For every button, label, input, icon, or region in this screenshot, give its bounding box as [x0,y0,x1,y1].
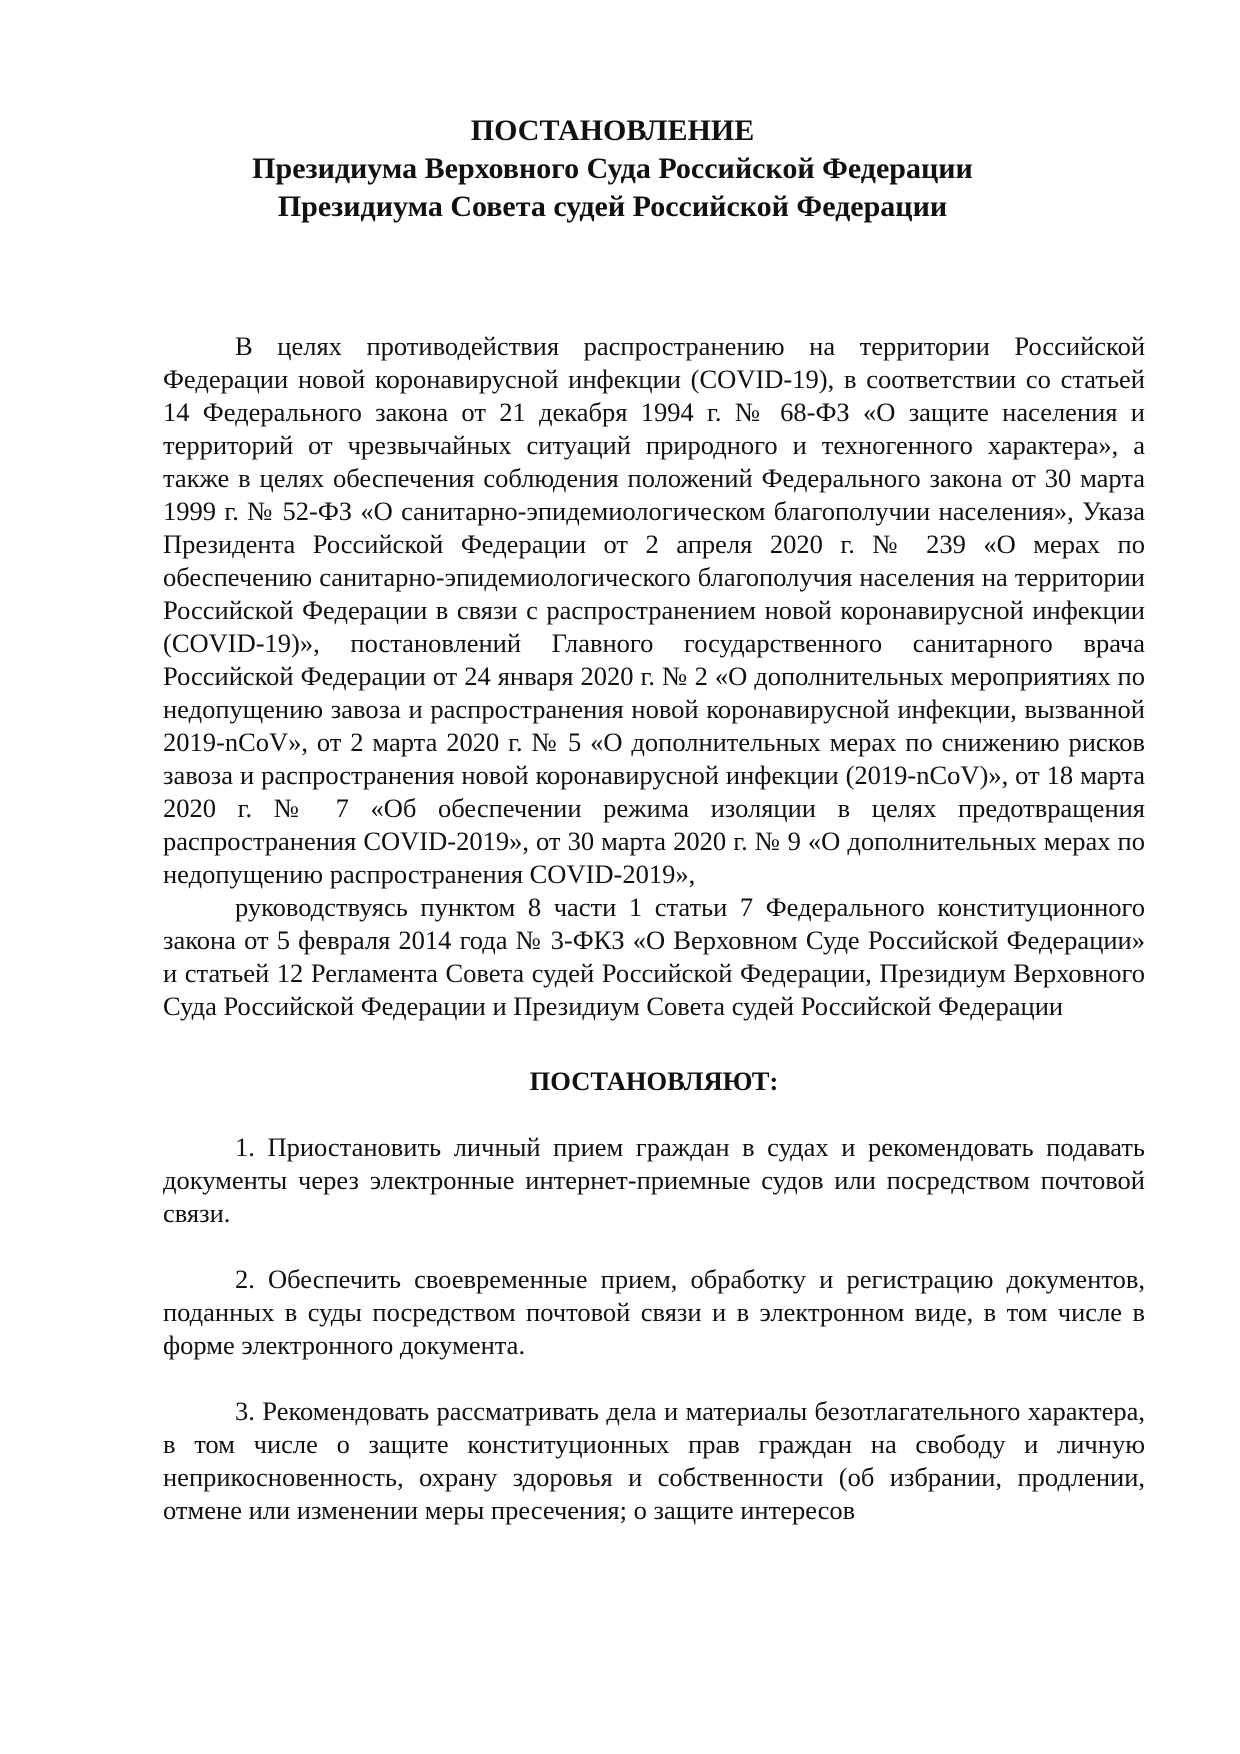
decree-item: 2. Обеспечить своевременные прием, обработку и регистрацию документов, поданных в суды посредством почтовой связи и в электронном виде, в том числе в форме электронного документа. [163,1264,1145,1360]
document-body [163,330,1145,1527]
decree-item: 3. Рекомендовать рассматривать дела и материалы безотлагательного характера, в том числе о защите конституционных прав граждан на свободу и личную неприкосновенность, охрану здоровья и собственности (об избрании, продлении, отмене или изменении меры пресечения; о защите интересов [163,1396,1145,1525]
issuer-line-supreme-court: Президиума Верховного Суда Российской Федерации [252,152,973,185]
decree-heading: ПОСТАНОВЛЯЮТ: [529,1066,779,1096]
issuer-line-council-of-judges: Президиума Совета судей Российской Федерации [277,190,948,223]
document-title: ПОСТАНОВЛЕНИЕ [470,114,755,147]
document-header [150,112,1075,226]
guidance-paragraph: руководствуясь пунктом 8 части 1 статьи 7 Федерального конституционного закона от 5 февраля 2014 года № 3-ФКЗ «О Верховном Суде Российской Федерации» и статьей 12 Регламента Совета судей Российской Федерации, Президиум Верховного Суда Российской Федерации и Президиум Совета судей Российской Федерации [163,892,1145,1021]
decree-item: 1. Приостановить личный прием граждан в судах и рекомендовать подавать документы через электронные интернет-приемные судов или посредством почтовой связи. [163,1132,1145,1228]
preamble-paragraph: В целях противодействия распространению на территории Российской Федерации новой коронавирусной инфекции (COVID-19), в соответствии со статьей 14 Федерального закона от 21 декабря 1994 г. № 68-ФЗ «О защите населения и территорий от чрезвычайных ситуаций природного и техногенного характера», а также в целях обеспечения соблюдения положений Федерального закона от 30 марта 1999 г. № 52-ФЗ «О санитарно-эпидемиологическом благополучии населения», Указа Президента Российской Федерации от 2 апреля 2020 г. № 239 «О мерах по обеспечению санитарно-эпидемиологического благополучия населения на территории Российской Федерации в связи с распространением новой коронавирусной инфекции (COVID-19)», постановлений Главного государственного санитарного врача Российской Федерации от 24 января 2020 г. № 2 «О дополнительных мероприятиях по недопущению завоза и распространения новой коронавирусной инфекции, вызванной 2019-nCoV», от 2 марта 2020 г. № 5 «О дополнительных мерах по снижению рисков завоза и распространения новой коронавирусной инфекции (2019-nCoV)», от 18 марта 2020 г. № 7 «Об обеспечении режима изоляции в целях предотвращения распространения COVID-2019», от 30 марта 2020 г. № 9 «О дополнительных мерах по недопущению распространения COVID-2019», [163,331,1145,889]
